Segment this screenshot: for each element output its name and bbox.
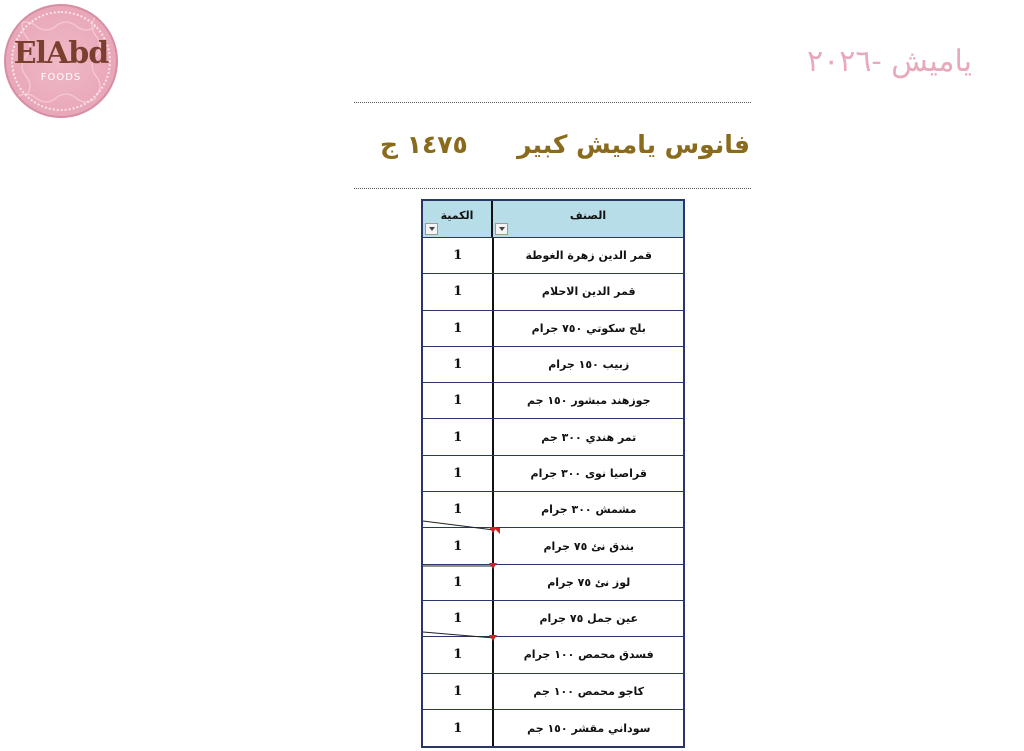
table-row — [423, 274, 683, 310]
elabd-foods-logo — [4, 4, 118, 118]
item-quantity: 1 — [423, 528, 494, 563]
item-quantity: 1 — [423, 311, 494, 346]
filter-dropdown-icon[interactable] — [425, 223, 438, 235]
item-name: لوز نئ ٧٥ جرام — [547, 575, 631, 589]
table-row — [423, 383, 683, 419]
title-divider-bottom — [354, 188, 751, 189]
product-title: فانوس ياميش كبير — [516, 130, 750, 159]
item-name: قمر الدين الاحلام — [541, 285, 636, 299]
item-quantity: 1 — [423, 456, 494, 491]
title-divider-top — [354, 102, 751, 103]
table-row — [423, 419, 683, 455]
column-header-quantity-label: الكمية — [440, 209, 474, 222]
filter-dropdown-icon[interactable] — [495, 223, 508, 235]
table-row — [423, 492, 683, 528]
column-header-item-label: الصنف — [569, 209, 607, 222]
table-row — [423, 311, 683, 347]
item-name: قراصيا نوى ٣٠٠ جرام — [530, 466, 647, 480]
item-name: سوداني مقشر ١٥٠ جم — [527, 721, 651, 735]
item-quantity: 1 — [423, 347, 494, 382]
table-row — [423, 528, 683, 564]
item-name: زبيب ١٥٠ جرام — [548, 358, 630, 372]
item-quantity: 1 — [423, 601, 494, 636]
table-row — [423, 456, 683, 492]
column-header-quantity — [423, 201, 493, 237]
table-row — [423, 565, 683, 601]
table-row — [423, 601, 683, 637]
item-name: جوزهند مبشور ١٥٠ جم — [526, 394, 651, 408]
table-row — [423, 637, 683, 673]
items-table — [421, 199, 685, 748]
item-name: قمر الدين زهرة الغوطة — [525, 249, 652, 263]
item-quantity: 1 — [423, 274, 494, 309]
item-quantity: 1 — [423, 238, 494, 273]
item-quantity: 1 — [423, 674, 494, 709]
item-quantity: 1 — [423, 565, 494, 600]
item-name: مشمش ٣٠٠ جرام — [541, 503, 637, 517]
item-name: فسدق محمص ١٠٠ جرام — [523, 648, 654, 662]
logo-wordmark: ElAbd — [13, 36, 109, 71]
item-name: عين جمل ٧٥ جرام — [539, 612, 639, 626]
item-quantity: 1 — [423, 383, 494, 418]
item-name: بلح سكوتي ٧٥٠ جرام — [531, 321, 646, 335]
product-price: ١٤٧٥ ج — [380, 130, 468, 159]
season-tag: ياميش -٢٠٢٦ — [807, 44, 972, 79]
item-name: كاجو محمص ١٠٠ جم — [533, 684, 645, 698]
table-row — [423, 710, 683, 746]
table-header-row — [423, 201, 683, 238]
item-quantity: 1 — [423, 492, 494, 527]
item-name: بندق نئ ٧٥ جرام — [494, 528, 683, 563]
table-row — [423, 238, 683, 274]
column-header-item — [493, 201, 683, 237]
table-row — [423, 674, 683, 710]
item-quantity: 1 — [423, 419, 494, 454]
item-quantity: 1 — [423, 710, 494, 746]
comment-indicator-icon[interactable] — [494, 528, 500, 534]
item-name: تمر هندي ٣٠٠ جم — [541, 430, 637, 444]
item-quantity: 1 — [423, 637, 494, 672]
table-row — [423, 347, 683, 383]
logo-subtext: FOODS — [40, 72, 82, 83]
